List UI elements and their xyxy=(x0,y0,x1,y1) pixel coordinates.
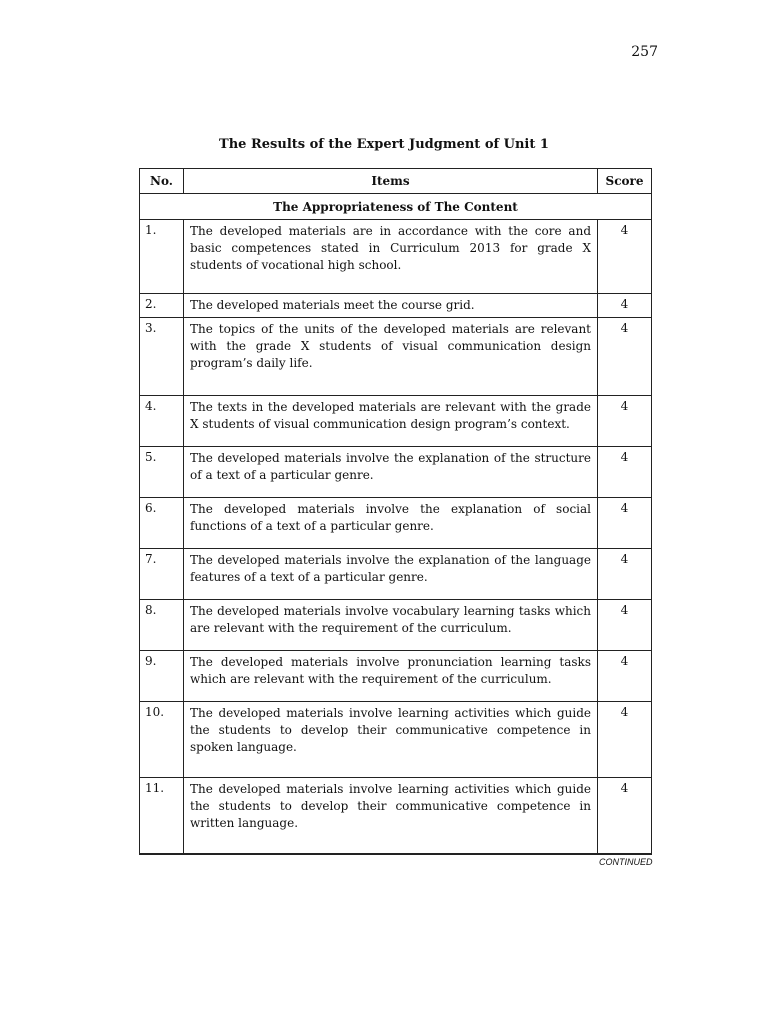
page-number: 257 xyxy=(631,44,658,60)
row-item: The developed materials involve the explanation of the structure of a text of a particular genre. xyxy=(184,447,598,498)
row-item: The topics of the units of the developed materials are relevant with the grade X students of visual communication design program’s daily life. xyxy=(184,318,598,396)
row-number: 3. xyxy=(140,318,184,396)
table-row xyxy=(140,549,652,600)
row-score: 4 xyxy=(598,318,652,396)
row-number: 1. xyxy=(140,220,184,294)
row-score: 4 xyxy=(598,778,652,854)
table-row xyxy=(140,778,652,854)
table-row xyxy=(140,702,652,778)
table-row xyxy=(140,220,652,294)
table-row xyxy=(140,651,652,702)
continued-note: CONTINUED xyxy=(599,857,653,867)
row-item: The texts in the developed materials are relevant with the grade X students of visual communication design program’s context. xyxy=(184,396,598,447)
row-number: 7. xyxy=(140,549,184,600)
row-number: 2. xyxy=(140,294,184,318)
row-number: 9. xyxy=(140,651,184,702)
row-score: 4 xyxy=(598,498,652,549)
row-item: The developed materials involve learning activities which guide the students to develop their communicative competence in spoken language. xyxy=(184,702,598,778)
row-item: The developed materials involve the explanation of social functions of a text of a particular genre. xyxy=(184,498,598,549)
row-item: The developed materials involve pronunciation learning tasks which are relevant with the requirement of the curriculum. xyxy=(184,651,598,702)
table-header-row xyxy=(140,169,652,194)
table-row xyxy=(140,447,652,498)
row-item: The developed materials involve the explanation of the language features of a text of a particular genre. xyxy=(184,549,598,600)
row-item: The developed materials are in accordance with the core and basic competences stated in Curriculum 2013 for grade X students of vocational high school. xyxy=(184,220,598,294)
table-title: The Results of the Expert Judgment of Unit 1 xyxy=(219,137,549,152)
row-score: 4 xyxy=(598,651,652,702)
row-score: 4 xyxy=(598,549,652,600)
row-score: 4 xyxy=(598,702,652,778)
row-item: The developed materials meet the course grid. xyxy=(184,294,598,318)
table-row xyxy=(140,318,652,396)
row-item: The developed materials involve learning activities which guide the students to develop their communicative competence in written language. xyxy=(184,778,598,854)
header-items: Items xyxy=(184,169,598,194)
section-row xyxy=(140,194,652,220)
table-row xyxy=(140,498,652,549)
table-row xyxy=(140,396,652,447)
expert-judgment-table xyxy=(139,168,652,855)
table-row xyxy=(140,600,652,651)
row-number: 5. xyxy=(140,447,184,498)
section-label: The Appropriateness of The Content xyxy=(140,194,652,220)
row-number: 4. xyxy=(140,396,184,447)
row-score: 4 xyxy=(598,447,652,498)
header-no: No. xyxy=(140,169,184,194)
row-number: 6. xyxy=(140,498,184,549)
table-row xyxy=(140,294,652,318)
row-item: The developed materials involve vocabulary learning tasks which are relevant with the requirement of the curriculum. xyxy=(184,600,598,651)
row-score: 4 xyxy=(598,396,652,447)
row-number: 11. xyxy=(140,778,184,854)
row-number: 8. xyxy=(140,600,184,651)
row-score: 4 xyxy=(598,220,652,294)
row-score: 4 xyxy=(598,294,652,318)
header-score: Score xyxy=(598,169,652,194)
row-number: 10. xyxy=(140,702,184,778)
row-score: 4 xyxy=(598,600,652,651)
